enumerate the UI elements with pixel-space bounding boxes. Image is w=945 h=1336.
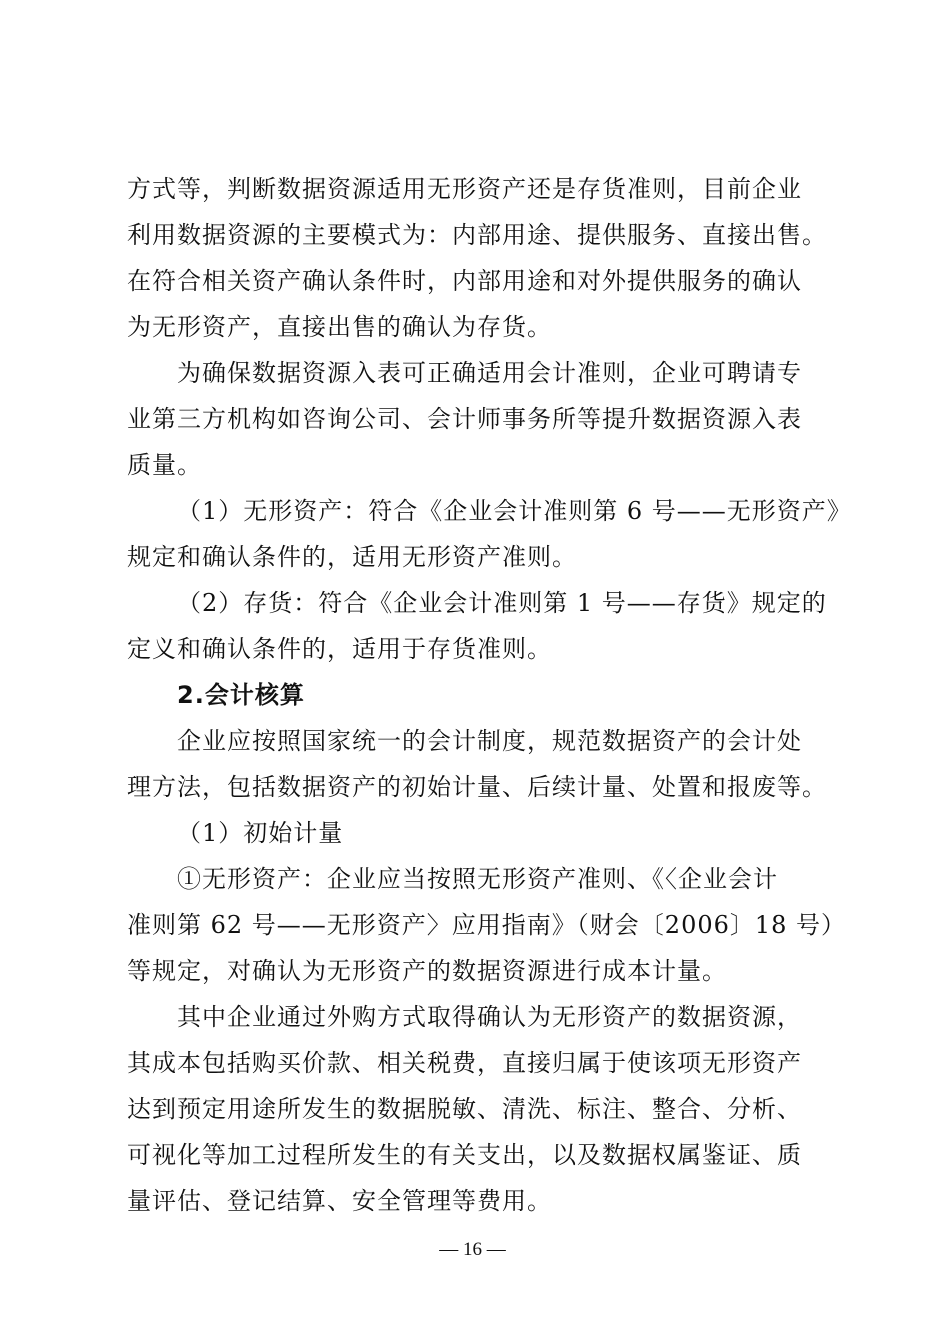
text-line: 为无形资产，直接出售的确认为存货。 <box>127 313 552 341</box>
text-line: 其成本包括购买价款、相关税费，直接归属于使该项无形资产 <box>127 1049 802 1077</box>
text-line: 理方法，包括数据资产的初始计量、后续计量、处置和报废等。 <box>127 773 827 801</box>
text-line: 业第三方机构如咨询公司、会计师事务所等提升数据资源入表 <box>127 405 802 433</box>
text-line: 准则第 62 号——无形资产〉应用指南》（财会〔2006〕18 号） <box>127 911 847 939</box>
paragraph-start: 企业应按照国家统一的会计制度，规范数据资产的会计处 <box>177 727 802 755</box>
text-line: 规定和确认条件的，适用无形资产准则。 <box>127 543 577 571</box>
page-number: — 16 — <box>439 1239 506 1260</box>
text-line: 利用数据资源的主要模式为：内部用途、提供服务、直接出售。 <box>127 221 827 249</box>
section-heading-accounting: 2.会计核算 <box>177 681 305 709</box>
text-line: 达到预定用途所发生的数据脱敏、清洗、标注、整合、分析、 <box>127 1095 802 1123</box>
list-item-intangible-assets: （1）无形资产：符合《企业会计准则第 6 号——无形资产》 <box>177 497 852 525</box>
paragraph-start: 其中企业通过外购方式取得确认为无形资产的数据资源， <box>177 1003 802 1031</box>
paragraph-start: 为确保数据资源入表可正确适用会计准则，企业可聘请专 <box>177 359 802 387</box>
subheading-initial-measurement: （1）初始计量 <box>177 819 344 847</box>
text-line: 在符合相关资产确认条件时，内部用途和对外提供服务的确认 <box>127 267 802 295</box>
text-line: 可视化等加工过程所发生的有关支出，以及数据权属鉴证、质 <box>127 1141 802 1169</box>
list-item-inventory: （2）存货：符合《企业会计准则第 1 号——存货》规定的 <box>177 589 827 617</box>
text-line: 量评估、登记结算、安全管理等费用。 <box>127 1187 552 1215</box>
text-line: 质量。 <box>127 451 202 479</box>
list-item-intangible-measurement: ①无形资产：企业应当按照无形资产准则、《〈企业会计 <box>177 865 778 893</box>
text-line: 等规定，对确认为无形资产的数据资源进行成本计量。 <box>127 957 727 985</box>
document-body <box>127 166 852 1224</box>
text-line: 方式等，判断数据资源适用无形资产还是存货准则，目前企业 <box>127 175 802 203</box>
text-line: 定义和确认条件的，适用于存货准则。 <box>127 635 552 663</box>
